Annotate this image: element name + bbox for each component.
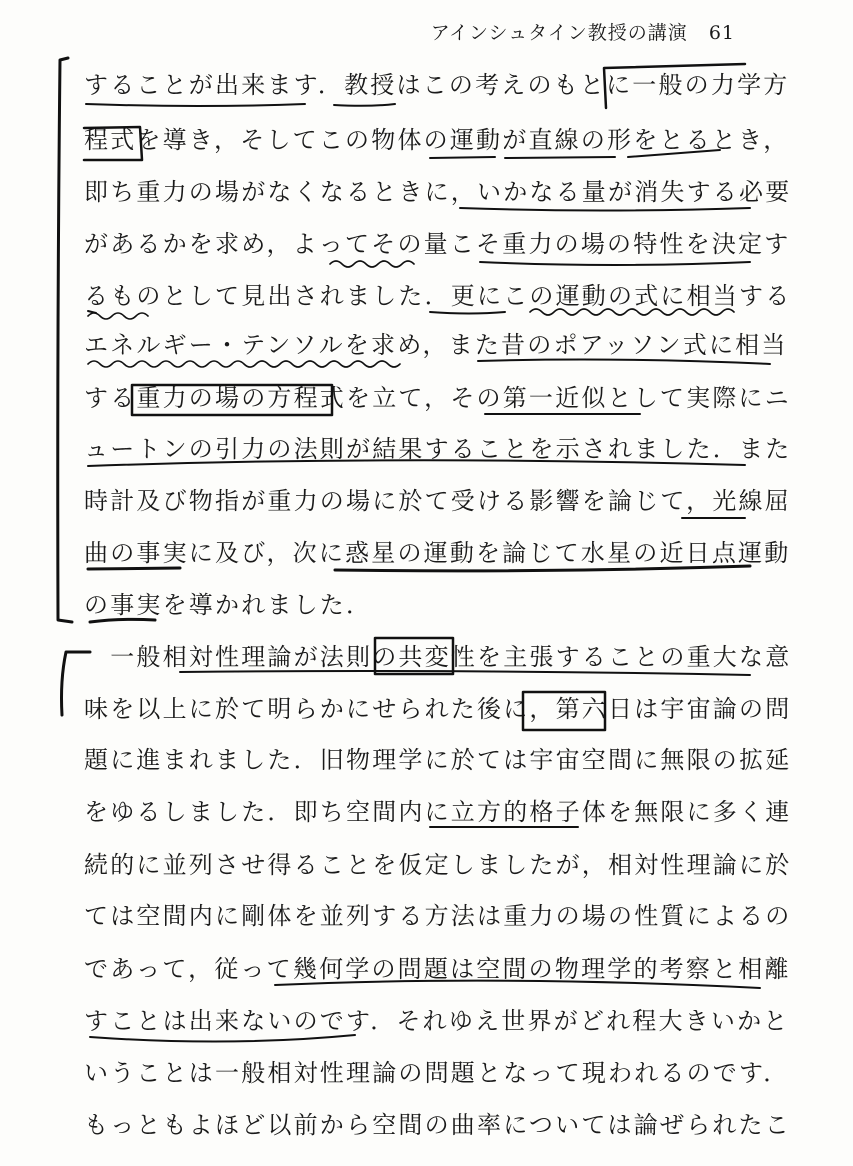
text-line: ュートンの引力の法則が結果することを示されました．また	[84, 435, 792, 463]
underline-mark	[460, 208, 750, 211]
page-number: 61	[708, 22, 735, 44]
text-line: すことは出来ないのです．それゆえ世界がどれ程大きいかと	[84, 1007, 790, 1035]
text-line: 曲の事実に及び，次に惑星の運動を論じて水星の近日点運動	[84, 539, 791, 567]
text-line: 時計及び物指が重力の場に於て受ける影響を論じて，光線屈	[84, 487, 791, 515]
text-line: があるかを求め，よってその量こそ重力の場の特性を決定す	[84, 230, 791, 258]
margin-bracket	[58, 58, 72, 622]
underline-mark	[88, 568, 180, 569]
wavy-underline-mark	[88, 361, 400, 367]
underline-mark	[86, 104, 305, 106]
text-line: 味を以上に於て明らかにせられた後に，第六日は宇宙論の問	[84, 695, 792, 723]
text-line: 一般相対性理論が法則の共変性を主張することの重大な意	[84, 643, 792, 671]
text-line: ては空間内に剛体を並列する方法は重力の場の性質によるの	[84, 902, 792, 930]
wavy-underline-mark	[330, 261, 414, 267]
text-line: 続的に並列させ得ることを仮定しましたが，相対性理論に於	[84, 851, 792, 879]
text-line: いうことは一般相対性理論の問題となって現われるのです．	[84, 1059, 790, 1087]
text-line: であって，従って幾何学の問題は空間の物理学的考察と相離	[84, 955, 791, 983]
text-line: 題に進まれました．旧物理学に於ては宇宙空間に無限の拡延	[84, 746, 792, 774]
text-line: の事実を導かれました．	[84, 591, 373, 619]
underline-mark	[88, 311, 96, 313]
text-line: をゆるしました．即ち空間内に立方的格子体を無限に多く連	[84, 798, 792, 826]
text-line: もっともよほど以前から空間の曲率については論ぜられたこ	[84, 1111, 791, 1139]
text-line: することが出来ます．教授はこの考えのもとに一般の力学方	[84, 71, 790, 99]
underline-mark	[505, 157, 615, 158]
chapter-title: アインシュタイン教授の講演	[430, 22, 688, 44]
underline-mark	[478, 360, 770, 364]
text-line: 即ち重力の場がなくなるときに，いかなる量が消失する必要	[84, 178, 792, 206]
running-header	[431, 18, 735, 45]
underline-mark	[480, 262, 750, 265]
text-line: する重力の場の方程式を立て，その第一近似として実際にニ	[84, 384, 791, 412]
underline-mark	[430, 157, 495, 158]
wavy-underline-mark	[88, 313, 148, 319]
text-line: 程式を導き，そしてこの物体の運動が直線の形をとるとき，	[84, 126, 790, 154]
text-line: るものとして見出されました．更にこの運動の式に相当する	[84, 282, 792, 310]
underline-mark	[334, 104, 395, 106]
underline-mark	[430, 312, 505, 314]
text-line: エネルギー・テンソルを求め，また昔のポアッソン式に相当	[84, 331, 788, 359]
